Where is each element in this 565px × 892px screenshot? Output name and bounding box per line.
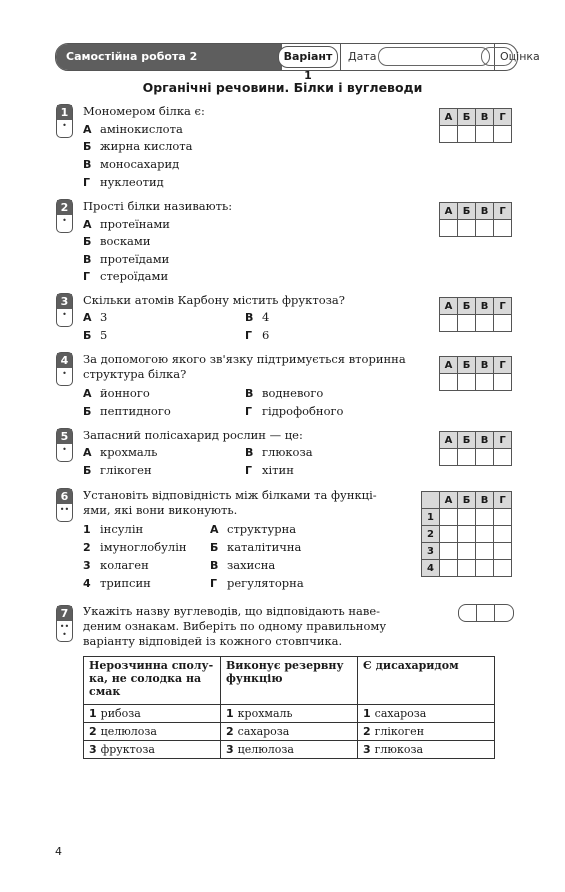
table-header: Виконує резервну функцію (221, 657, 358, 705)
q3-option-d[interactable]: Г 6 (245, 328, 270, 342)
answer-cell[interactable] (440, 220, 458, 237)
answer-cell[interactable] (476, 560, 494, 577)
answer-cell[interactable] (476, 315, 494, 332)
q2-option-b[interactable]: Б восками (83, 234, 151, 248)
answer-grid-3: А Б В Г (439, 297, 512, 332)
q6-left-item: 1 інсулін (83, 522, 144, 536)
question-7-text-line1: Укажіть назву вуглеводів, що відповідають наве- (83, 604, 381, 618)
answer-cell[interactable] (440, 449, 458, 466)
answer-cell[interactable] (458, 315, 476, 332)
answer-cell[interactable] (494, 526, 512, 543)
answer-grid-1: А Б В Г (439, 108, 512, 143)
work-label: Самостійна робота 2 (56, 44, 282, 70)
answer-cell[interactable] (440, 374, 458, 391)
answer-cell[interactable] (476, 374, 494, 391)
carbohydrate-table (83, 656, 495, 759)
q4-option-c[interactable]: В водневого (245, 386, 324, 400)
table-row: 3 фруктоза 3 целюлоза 3 глюкоза (84, 741, 495, 759)
question-7-text-line2: деним ознакам. Виберіть по одному правильному (83, 619, 387, 633)
header-bar (55, 43, 540, 82)
q5-option-c[interactable]: В глюкоза (245, 445, 313, 459)
question-3-text: Скільки атомів Карбону містить фруктоза? (83, 293, 345, 307)
answer-cell[interactable] (458, 526, 476, 543)
q4-option-d[interactable]: Г гідрофобного (245, 404, 344, 418)
answer-cell[interactable] (458, 543, 476, 560)
answer-grid-5: А Б В Г (439, 431, 512, 466)
question-6-text-line2: ями, які вони виконують. (83, 503, 238, 517)
answer-cell[interactable] (494, 374, 512, 391)
q6-right-item: Г регуляторна (210, 576, 304, 590)
answer-cell[interactable] (440, 315, 458, 332)
answer-cell[interactable] (476, 220, 494, 237)
answer-cell[interactable] (458, 560, 476, 577)
q5-option-a[interactable]: А крохмаль (83, 445, 158, 459)
q1-option-a[interactable]: А амінокислота (83, 122, 183, 136)
question-2-text: Прості білки називають: (83, 199, 233, 213)
answer-cell[interactable] (476, 509, 494, 526)
q2-option-d[interactable]: Г стероїдами (83, 269, 169, 283)
question-7-text-line3: варіанту відповідей із кожного стовпчика. (83, 634, 343, 648)
answer-cell[interactable] (440, 126, 458, 143)
answer-cell[interactable] (458, 220, 476, 237)
question-badge-7: 7 •• • (56, 605, 73, 642)
answer-cell[interactable] (458, 449, 476, 466)
question-badge-5: 5 • (56, 428, 73, 462)
date-field[interactable] (378, 47, 490, 66)
q4-option-a[interactable]: А йонного (83, 386, 150, 400)
grade-label: Оцінка (500, 50, 540, 63)
q2-option-a[interactable]: А протеїнами (83, 217, 170, 231)
question-badge-1: 1 • (56, 104, 73, 138)
header-divider (340, 44, 341, 70)
q4-option-b[interactable]: Б пептидного (83, 404, 171, 418)
page-title: Органічні речовини. Білки і вуглеводи (142, 80, 423, 95)
answer-cell[interactable] (476, 449, 494, 466)
q5-option-d[interactable]: Г хітин (245, 463, 294, 477)
question-badge-3: 3 • (56, 293, 73, 327)
answer-cell[interactable] (458, 374, 476, 391)
answer-cell[interactable] (476, 126, 494, 143)
q6-right-item: В захисна (210, 558, 276, 572)
answer-cell[interactable] (494, 543, 512, 560)
answer-cell[interactable] (440, 526, 458, 543)
table-row: 2 целюлоза 2 сахароза 2 глікоген (84, 723, 495, 741)
q6-left-item: 3 колаген (83, 558, 149, 572)
answer-cell[interactable] (476, 526, 494, 543)
table-header: Є дисахаридом (358, 657, 495, 705)
answer-cell[interactable] (494, 220, 512, 237)
question-badge-2: 2 • (56, 199, 73, 233)
q1-option-b[interactable]: Б жирна кислота (83, 139, 193, 153)
answer-grid-2: А Б В Г (439, 202, 512, 237)
answer-cell[interactable] (494, 126, 512, 143)
match-grid-6: А Б В Г 1 2 3 4 (421, 491, 512, 577)
q2-option-c[interactable]: В протеїдами (83, 252, 170, 266)
question-4-text-line2: структура білка? (83, 367, 187, 381)
answer-cell[interactable] (494, 509, 512, 526)
answer-cell[interactable] (440, 509, 458, 526)
answer-grid-4: А Б В Г (439, 356, 512, 391)
question-4-text-line1: За допомогою якого зв'язку підтримується вторинна (83, 352, 406, 366)
table-header: Нерозчинна сполу-ка, не солодка на смак (84, 657, 221, 705)
q3-option-c[interactable]: В 4 (245, 310, 270, 324)
q6-right-item: А структурна (210, 522, 297, 536)
q5-option-b[interactable]: Б глікоген (83, 463, 152, 477)
question-1-text: Мономером білка є: (83, 104, 205, 118)
q6-left-item: 4 трипсин (83, 576, 151, 590)
question-badge-6: 6 •• (56, 488, 73, 522)
q1-option-c[interactable]: В моносахарид (83, 157, 180, 171)
q1-option-d[interactable]: Г нуклеотид (83, 175, 164, 189)
answer-cell[interactable] (458, 509, 476, 526)
answer-cell[interactable] (494, 449, 512, 466)
date-label: Дата (348, 50, 377, 63)
q3-option-a[interactable]: А 3 (83, 310, 108, 324)
answer-cell[interactable] (440, 560, 458, 577)
answer-cell[interactable] (440, 543, 458, 560)
q6-left-item: 2 імуноглобулін (83, 540, 187, 554)
variant-label: Варіант 1 (278, 46, 338, 68)
q3-option-b[interactable]: Б 5 (83, 328, 108, 342)
answer-cell[interactable] (458, 126, 476, 143)
answer-cell[interactable] (494, 560, 512, 577)
question-5-text: Запасний полісахарид рослин — це: (83, 428, 303, 442)
answer-cell[interactable] (476, 543, 494, 560)
q6-right-item: Б каталітична (210, 540, 302, 554)
question-6-text-line1: Установіть відповідність між білками та функці- (83, 488, 377, 502)
grade-field[interactable] (481, 47, 513, 66)
answer-cell[interactable] (494, 315, 512, 332)
question-badge-4: 4 • (56, 352, 73, 386)
page-number: 4 (55, 845, 62, 858)
table-row: 1 рибоза 1 крохмаль 1 сахароза (84, 705, 495, 723)
answer-box-7[interactable] (458, 604, 514, 622)
